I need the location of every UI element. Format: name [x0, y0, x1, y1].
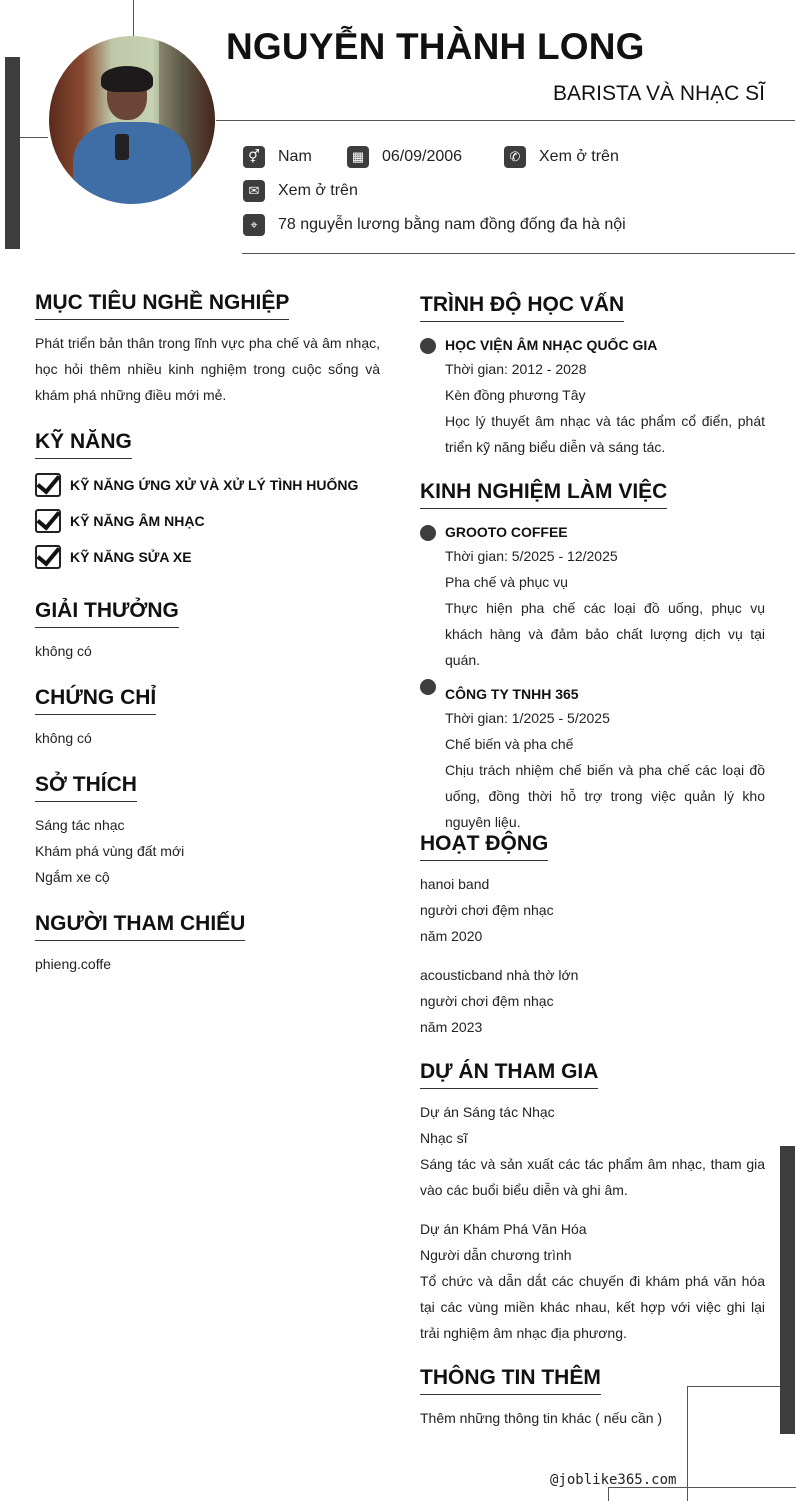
candidate-role: BARISTA VÀ NHẠC SĨ	[553, 82, 765, 105]
hobby-item: Sáng tác nhạc	[35, 817, 125, 833]
experience-desc: Chịu trách nhiệm chế biến và pha chế các loại đồ uống, đồng thời hỗ trợ trong việc quản lý kho nguyên liệu.	[445, 762, 765, 830]
experience-time: Thời gian: 5/2025 - 12/2025	[445, 548, 618, 564]
footer-tick	[608, 1487, 609, 1501]
project-role: Người dẫn chương trình	[420, 1247, 572, 1263]
candidate-name: NGUYỄN THÀNH LONG	[226, 26, 645, 67]
hobby-item: Khám phá vùng đất mới	[35, 843, 185, 859]
awards-text: không có	[35, 643, 92, 659]
activity-org: hanoi band	[420, 876, 490, 892]
checkbox-icon	[35, 473, 61, 497]
education-major: Kèn đồng phương Tây	[445, 387, 586, 403]
experience-time: Thời gian: 1/2025 - 5/2025	[445, 710, 610, 726]
activity-role: người chơi đệm nhạc	[420, 993, 554, 1009]
awards-section	[35, 599, 380, 664]
references-text: phieng.coffe	[35, 956, 112, 972]
dob-info	[347, 146, 462, 168]
section-heading: TRÌNH ĐỘ HỌC VẤN	[420, 293, 624, 322]
project-role: Nhạc sĩ	[420, 1130, 468, 1146]
top-connector-line	[133, 0, 134, 36]
bullet-icon	[420, 525, 436, 541]
project-entry	[420, 1216, 765, 1346]
section-heading: KỸ NĂNG	[35, 430, 132, 459]
activity-entry	[420, 962, 765, 1040]
certificates-text: không có	[35, 730, 92, 746]
company-name: CÔNG TY TNHH 365	[445, 686, 579, 702]
left-accent-bar	[5, 57, 20, 249]
skill-item: KỸ NĂNG ỨNG XỬ VÀ XỬ LÝ TÌNH HUỐNG	[35, 467, 380, 503]
project-desc: Tổ chức và dẫn dắt các chuyến đi khám phá văn hóa tại các vùng miền khác nhau, kết hợp với việc ghi lại trải nghiệm âm nhạc địa phương.	[420, 1273, 765, 1341]
corner-frame-top	[687, 1386, 780, 1387]
location-icon: ⌖	[243, 214, 265, 236]
gender-value: Nam	[278, 148, 312, 165]
skill-item: KỸ NĂNG SỬA XE	[35, 539, 380, 575]
phone-icon: ✆	[504, 146, 526, 168]
contact-divider	[242, 253, 795, 254]
section-heading: GIẢI THƯỞNG	[35, 599, 179, 628]
project-desc: Sáng tác và sản xuất các tác phẩm âm nhạc, tham gia vào các buổi biểu diễn và ghi âm.	[420, 1156, 765, 1198]
certificates-section	[35, 686, 380, 751]
section-heading: MỤC TIÊU NGHỀ NGHIỆP	[35, 291, 289, 320]
hobbies-section	[35, 773, 380, 890]
email-info	[243, 180, 358, 202]
calendar-icon: ▦	[347, 146, 369, 168]
experience-entry	[420, 521, 765, 673]
avatar-phone	[115, 134, 129, 160]
section-heading: HOẠT ĐỘNG	[420, 832, 548, 861]
section-heading: DỰ ÁN THAM GIA	[420, 1060, 598, 1089]
section-heading: THÔNG TIN THÊM	[420, 1366, 601, 1395]
experience-position: Chế biến và pha chế	[445, 736, 574, 752]
address-info	[243, 214, 626, 236]
avatar-hair	[101, 66, 153, 92]
corner-frame-left	[687, 1386, 688, 1501]
company-name: GROOTO COFFEE	[445, 524, 568, 540]
project-entry	[420, 1099, 765, 1203]
left-connector-line	[20, 137, 48, 138]
gender-icon: ⚥	[243, 146, 265, 168]
phone-info	[504, 146, 619, 168]
objective-text: Phát triển bản thân trong lĩnh vực pha chế và âm nhạc, học hỏi thêm nhiều kinh nghiệm trong cuộc sống và khám phá những điều mới mẻ.	[35, 335, 380, 403]
experience-desc: Thực hiện pha chế các loại đồ uống, phục vụ khách hàng và đảm bảo chất lượng dịch vụ tại quán.	[445, 600, 765, 668]
email-icon: ✉	[243, 180, 265, 202]
watermark: @joblike365.com	[550, 1472, 677, 1488]
activity-year: năm 2023	[420, 1019, 483, 1035]
experience-entry	[420, 683, 765, 835]
projects-section	[420, 1060, 765, 1346]
header-divider	[216, 120, 795, 121]
education-section	[420, 293, 765, 460]
activity-org: acousticband nhà thờ lớn	[420, 967, 579, 983]
checkbox-icon	[35, 545, 61, 569]
extra-section	[420, 1366, 680, 1431]
skills-section	[35, 430, 380, 575]
checkbox-icon	[35, 509, 61, 533]
project-name: Dự án Sáng tác Nhạc	[420, 1104, 555, 1120]
gender-info	[243, 146, 312, 168]
section-heading: CHỨNG CHỈ	[35, 686, 156, 715]
skill-item: KỸ NĂNG ÂM NHẠC	[35, 503, 380, 539]
references-section	[35, 912, 380, 977]
education-entry	[420, 334, 765, 460]
objective-section	[35, 291, 380, 408]
dob-value: 06/09/2006	[382, 148, 463, 165]
bullet-icon	[420, 679, 436, 695]
section-heading: KINH NGHIỆM LÀM VIỆC	[420, 480, 667, 509]
education-desc: Học lý thuyết âm nhạc và tác phẩm cổ điển, phát triển kỹ năng biểu diễn và sáng tác.	[445, 413, 765, 455]
right-accent-bar	[780, 1146, 795, 1434]
project-name: Dự án Khám Phá Văn Hóa	[420, 1221, 587, 1237]
education-time: Thời gian: 2012 - 2028	[445, 361, 587, 377]
experience-section	[420, 480, 765, 835]
activity-role: người chơi đệm nhạc	[420, 902, 554, 918]
activity-entry	[420, 871, 765, 949]
bullet-icon	[420, 338, 436, 354]
activity-year: năm 2020	[420, 928, 483, 944]
hobby-item: Ngắm xe cộ	[35, 869, 110, 885]
address-value: 78 nguyễn lương bằng nam đồng đống đa hà nội	[278, 216, 626, 233]
experience-position: Pha chế và phục vụ	[445, 574, 568, 590]
section-heading: SỞ THÍCH	[35, 773, 137, 802]
avatar-shirt	[73, 122, 191, 204]
avatar	[49, 36, 215, 204]
school-name: HỌC VIỆN ÂM NHẠC QUỐC GIA	[445, 337, 658, 353]
section-heading: NGƯỜI THAM CHIẾU	[35, 912, 245, 941]
extra-text: Thêm những thông tin khác ( nếu cần )	[420, 1410, 663, 1426]
activities-section	[420, 832, 765, 1040]
phone-value: Xem ở trên	[539, 148, 619, 165]
email-value: Xem ở trên	[278, 182, 358, 199]
